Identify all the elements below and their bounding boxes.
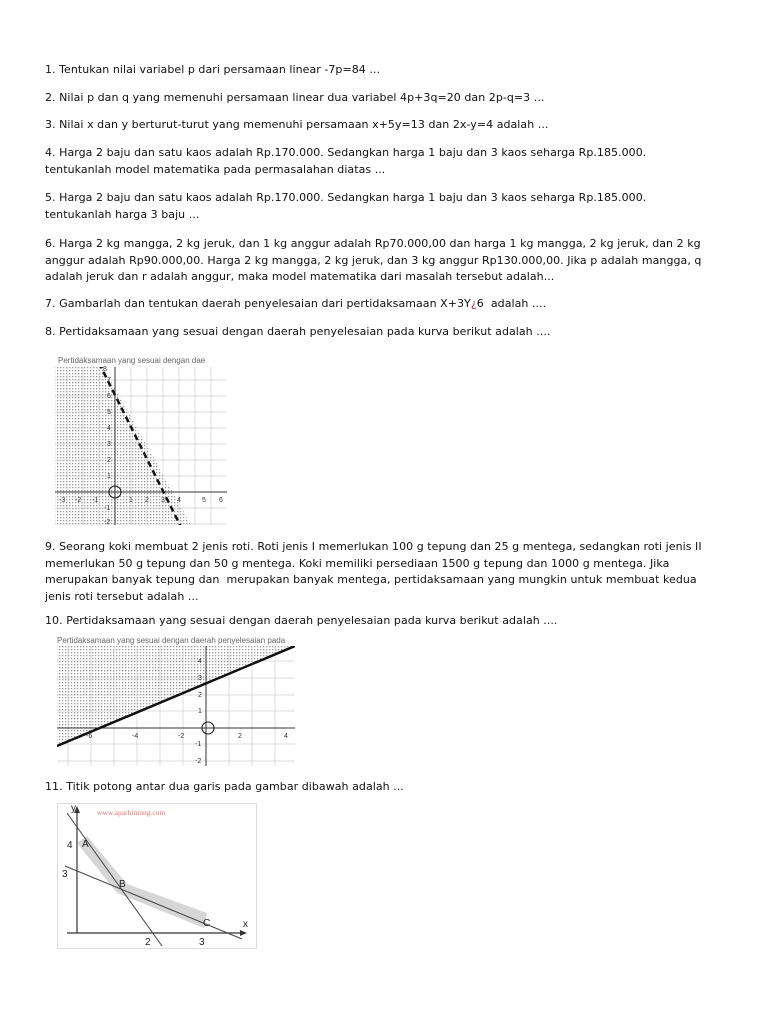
figure-8-ytick: -1 <box>104 505 111 512</box>
question-7-expression-right: 6 <box>476 297 484 310</box>
question-7-expression-symbol: ¿ <box>470 297 477 310</box>
question-10 <box>45 613 705 630</box>
figure-8-svg <box>45 352 230 527</box>
question-3-text: 3. Nilai x dan y berturut-turut yang memenuhi persamaan x+5y=13 dan 2x-y=4 adalah ... <box>45 118 549 131</box>
question-8 <box>45 324 705 341</box>
question-6-text: 6. Harga 2 kg mangga, 2 kg jeruk, dan 1 kg anggur adalah Rp70.000,00 dan harga 1 kg mangga, 2 kg jeruk, dan 2 kg anggur adalah Rp90.000,00. Harga 2 kg mangga, 2 kg jeruk, dan 3 kg anggur Rp130.000,00. Jika p adalah mangga, q adalah jeruk dan r adalah anggur, maka model matematika dari masalah tersebut adalah... <box>45 237 705 284</box>
question-1-text: 1. Tentukan nilai variabel p dari persamaan linear -7p=84 ... <box>45 63 380 76</box>
figure-11-point-b: B <box>119 879 126 890</box>
figure-11-graph <box>57 803 257 949</box>
figure-10-xtick: -2 <box>178 733 185 740</box>
question-6 <box>45 236 705 286</box>
question-7 <box>45 296 705 313</box>
figure-11-watermark: www.aparhimung.com <box>97 808 166 817</box>
figure-11-tick-x2: 2 <box>145 937 151 948</box>
figure-8-xtick: -2 <box>75 497 82 504</box>
question-7-text: 7. Gambarlah dan tentukan daerah penyelesaian dari pertidaksamaan <box>45 297 441 310</box>
figure-10-xtick: -4 <box>132 733 139 740</box>
figure-8-ytick: 3 <box>107 441 111 448</box>
figure-8-ytick: 4 <box>107 425 111 432</box>
question-4-text: 4. Harga 2 baju dan satu kaos adalah Rp.170.000. Sedangkan harga 1 baju dan 3 kaos seharga Rp.185.000. tentukanlah model matematika pada permasalahan diatas ... <box>45 146 650 176</box>
question-2 <box>45 90 705 107</box>
figure-8-graph <box>45 352 230 527</box>
question-4 <box>45 145 705 178</box>
question-8-text: 8. Pertidaksamaan yang sesuai dengan daerah penyelesaian pada kurva berikut adalah .... <box>45 325 551 338</box>
figure-11-x-label: x <box>243 919 248 930</box>
question-7-text-after: adalah .... <box>483 297 547 310</box>
figure-11-tick-x3: 3 <box>199 937 205 948</box>
figure-8-xtick: 2 <box>145 497 149 504</box>
figure-8-xtick: 5 <box>202 497 206 504</box>
figure-10-ytick: 4 <box>198 658 202 665</box>
question-2-text: 2. Nilai p dan q yang memenuhi persamaan linear dua variabel 4p+3q=20 dan 2p-q=3 ... <box>45 91 545 104</box>
figure-10-title: Pertidaksamaan yang sesuai dengan daerah penyelesaian pada <box>57 636 286 645</box>
figure-8-ytick: 5 <box>107 409 111 416</box>
figure-8-ytick: 8 <box>103 366 107 373</box>
figure-10-ytick: -1 <box>195 741 202 748</box>
figure-8-ytick: 7 <box>107 377 111 384</box>
question-11 <box>45 779 705 796</box>
figure-11-svg <box>57 803 257 949</box>
question-5-text: 5. Harga 2 baju dan satu kaos adalah Rp.170.000. Sedangkan harga 1 baju dan 3 kaos seharga Rp.185.000. tentukanlah harga 3 baju ... <box>45 191 650 221</box>
question-10-text: 10. Pertidaksamaan yang sesuai dengan daerah penyelesaian pada kurva berikut adalah .... <box>45 614 558 627</box>
figure-11-point-a: A <box>82 839 89 850</box>
figure-8-xtick: 1 <box>129 497 133 504</box>
question-11-text: 11. Titik potong antar dua garis pada gambar dibawah adalah ... <box>45 780 404 793</box>
figure-10-xtick: 2 <box>238 733 242 740</box>
figure-11-frame <box>58 804 257 949</box>
figure-10-xtick: 4 <box>284 733 288 740</box>
figure-10-xtick: -6 <box>86 733 93 740</box>
figure-10-ytick: 2 <box>198 692 202 699</box>
figure-10-svg <box>53 634 298 769</box>
figure-10-graph <box>53 634 298 769</box>
figure-10-ytick: 1 <box>198 708 202 715</box>
figure-11-tick-y4: 4 <box>67 840 73 851</box>
figure-11-point-c: C <box>203 918 211 929</box>
question-5 <box>45 190 705 223</box>
figure-8-xtick: 4 <box>177 497 181 504</box>
figure-8-ytick: 1 <box>107 473 111 480</box>
figure-8-xtick: 3 <box>161 497 165 504</box>
figure-8-xtick: -3 <box>59 497 66 504</box>
figure-8-xtick: -1 <box>92 497 99 504</box>
figure-10-ytick: -2 <box>195 758 202 765</box>
figure-10-ytick: 3 <box>198 675 202 682</box>
question-9 <box>45 539 705 605</box>
figure-8-title: Pertidaksamaan yang sesuai dengan dae <box>58 356 206 365</box>
figure-8-ytick: 2 <box>107 457 111 464</box>
question-9-text: 9. Seorang koki membuat 2 jenis roti. Roti jenis I memerlukan 100 g tepung dan 25 g mentega, sedangkan roti jenis II memerlukan 50 g tepung dan 50 g mentega. Koki memiliki persediaan 1500 g tepung dan 1000 g mentega. Jika merupakan banyak tepung dan merupakan banyak mentega, pertidaksamaan yang mungkin untuk membuat kedua jenis roti tersebut adalah ... <box>45 540 706 603</box>
figure-8-ytick: -2 <box>104 519 111 526</box>
figure-11-y-label: y <box>71 803 76 814</box>
question-3 <box>45 117 705 134</box>
figure-8-ytick: 6 <box>107 393 111 400</box>
figure-8-xtick: 6 <box>219 497 223 504</box>
question-1 <box>45 62 705 79</box>
figure-11-tick-y3: 3 <box>62 869 68 880</box>
question-7-expression-left: X+3Y <box>440 297 471 310</box>
